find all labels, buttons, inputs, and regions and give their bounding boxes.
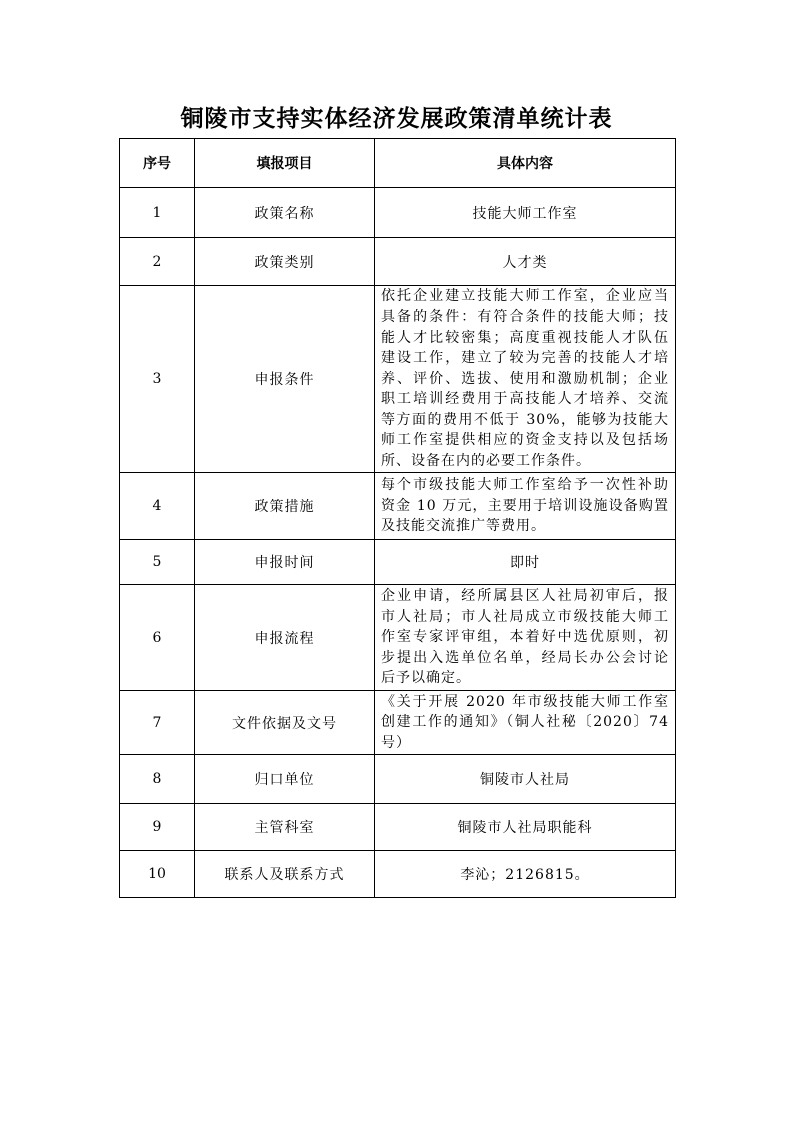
content-line: 具备的条件：有符合条件的技能大师；技 [381, 308, 669, 325]
row-content: 技能大师工作室 [375, 188, 676, 238]
content-line: 号） [381, 734, 411, 751]
row-content: 即时 [375, 540, 676, 585]
table-row [120, 851, 676, 898]
table-row [120, 691, 676, 755]
content-line: 所、设备在内的必要工作条件。 [381, 453, 591, 470]
row-item: 归口单位 [195, 755, 375, 804]
header-content: 具体内容 [375, 139, 676, 188]
row-item: 申报流程 [195, 585, 375, 691]
header-item: 填报项目 [195, 139, 375, 188]
table-header-row [120, 139, 676, 188]
policy-table [119, 138, 676, 898]
row-item: 联系人及联系方式 [195, 851, 375, 898]
row-item: 政策类别 [195, 238, 375, 286]
row-number: 1 [120, 188, 195, 238]
row-item: 申报时间 [195, 540, 375, 585]
content-line: 能人才比较密集；高度重视技能人才队伍 [381, 329, 669, 346]
table-row [120, 585, 676, 691]
content-line: 步提出入选单位名单，经局长办公会讨论 [381, 649, 669, 666]
row-item: 主管科室 [195, 804, 375, 851]
content-line: 作室专家评审组，本着好中选优原则，初 [381, 629, 669, 646]
content-line: 每个市级技能大师工作室给予一次性补助 [381, 477, 669, 494]
content-line: 后予以确定。 [381, 670, 471, 687]
row-number: 9 [120, 804, 195, 851]
content-line: 《关于开展 2020 年市级技能大师工作室 [381, 693, 669, 710]
row-number: 5 [120, 540, 195, 585]
row-number: 7 [120, 691, 195, 755]
table-row [120, 755, 676, 804]
row-number: 4 [120, 473, 195, 540]
row-content [375, 473, 676, 540]
content-line: 建设工作，建立了较为完善的技能人才培 [381, 350, 669, 367]
row-number: 10 [120, 851, 195, 898]
table-row [120, 238, 676, 286]
content-line: 资金 10 万元，主要用于培训设施设备购置 [381, 497, 669, 514]
content-line: 师工作室提供相应的资金支持以及包括场 [381, 432, 669, 449]
table-row [120, 473, 676, 540]
row-content [375, 286, 676, 473]
row-content: 人才类 [375, 238, 676, 286]
header-no: 序号 [120, 139, 195, 188]
table-row [120, 804, 676, 851]
row-content: 铜陵市人社局 [375, 755, 676, 804]
table-row [120, 540, 676, 585]
table-row [120, 188, 676, 238]
content-line: 创建工作的通知》（铜人社秘〔2020〕74 [381, 714, 669, 731]
row-number: 8 [120, 755, 195, 804]
row-item: 政策措施 [195, 473, 375, 540]
content-line: 职工培训经费用于高技能人才培养、交流 [381, 391, 669, 408]
content-line: 依托企业建立技能大师工作室，企业应当 [381, 288, 669, 305]
content-line: 养、评价、选拔、使用和激励机制；企业 [381, 370, 669, 387]
content-line: 等方面的费用不低于 30%，能够为技能大 [381, 411, 669, 428]
content-line: 及技能交流推广等费用。 [381, 518, 546, 535]
row-number: 3 [120, 286, 195, 473]
row-content [375, 691, 676, 755]
content-line: 企业申请，经所属县区人社局初审后，报 [381, 588, 669, 605]
table-row [120, 286, 676, 473]
row-content: 铜陵市人社局职能科 [375, 804, 676, 851]
page-title: 铜陵市支持实体经济发展政策清单统计表 [180, 105, 613, 132]
content-line: 市人社局；市人社局成立市级技能大师工 [381, 608, 669, 625]
row-item: 申报条件 [195, 286, 375, 473]
row-content [375, 585, 676, 691]
row-item: 政策名称 [195, 188, 375, 238]
row-number: 6 [120, 585, 195, 691]
row-content: 李沁；2126815。 [375, 851, 676, 898]
row-item: 文件依据及文号 [195, 691, 375, 755]
row-number: 2 [120, 238, 195, 286]
